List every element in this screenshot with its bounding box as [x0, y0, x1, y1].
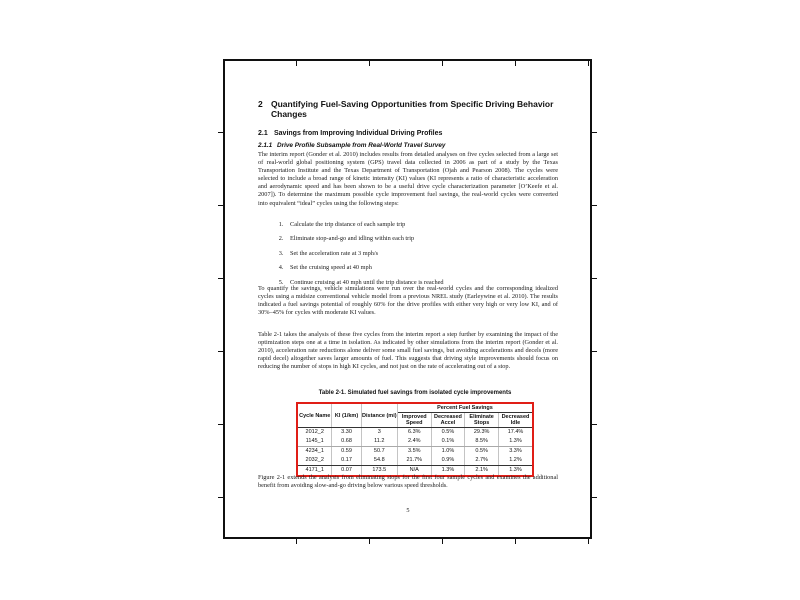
- paragraph: The interim report (Gonder et al. 2010) includes results from detailed analyses on five cycles selected from a large set of real-world global positioning system (GPS) travel data collected in 2006 as part of a study by the Texas Transportation Institute and the Texas Department of Transportation (Ojah and Pearson 2008). The cycles were selected to include a broad range of kinetic intensity (KI) values (KI represents a ratio of characteristic acceleration and aerodynamic speed and has been shown to be a useful drive cycle characterization parameter [O’Keefe et al. 2007]). To determine the maximum possible cycle improvement fuel savings, the real-world cycles were converted into equivalent “ideal” cycles using the following steps:: [258, 151, 558, 207]
- subsection-heading: [258, 130, 558, 138]
- section-title: Quantifying Fuel-Saving Opportunities from Specific Driving Behavior Changes: [271, 99, 554, 119]
- table-cell: 2032_2: [298, 456, 332, 466]
- section-number: 2: [258, 99, 263, 109]
- table-cell: 0.59: [332, 447, 361, 457]
- table-cell: 1.0%: [431, 447, 465, 457]
- table-cell: 0.5%: [465, 447, 499, 457]
- tick-left: [218, 278, 223, 279]
- tick-top: [296, 61, 297, 66]
- table-cell: 6.3%: [397, 428, 431, 438]
- table-row: [298, 456, 532, 466]
- table-cell: 1.2%: [498, 456, 532, 466]
- table-body: [298, 428, 532, 476]
- fuel-savings-table: [298, 404, 532, 475]
- col-header-decreased-accel: Decreased Accel: [431, 413, 465, 428]
- tick-left: [218, 497, 223, 498]
- section-heading: [258, 100, 558, 119]
- tick-bottom: [588, 539, 589, 544]
- table-cell: 0.07: [332, 466, 361, 476]
- tick-right: [592, 132, 597, 133]
- idealization-steps-list: [258, 221, 565, 293]
- tick-bottom: [515, 539, 516, 544]
- table-row: [298, 428, 532, 438]
- tick-right: [592, 278, 597, 279]
- list-item: 2. Eliminate stop-and-go and idling within each trip: [285, 235, 565, 243]
- tick-top: [442, 61, 443, 66]
- page-number: 5: [406, 507, 410, 514]
- table-cell: 1145_1: [298, 437, 332, 447]
- table-row: [298, 447, 532, 457]
- paragraph: To quantify the savings, vehicle simulations were run over the real-world cycles and the corresponding idealized cycles using a midsize conventional vehicle model from a previous NREL study (Earleywine et al. 2010). The results indicated a fuel savings potential of roughly 60% for the drive profiles with either very high or very low KI, and of 30%–45% for cycles with moderate KI values.: [258, 285, 558, 317]
- table-cell: 1.3%: [431, 466, 465, 476]
- table-cell: 1.3%: [509, 467, 522, 473]
- table-cell: 0.5%: [431, 428, 465, 438]
- col-header-ki: KI (1/km): [332, 404, 361, 428]
- table-cell: 173.5: [361, 466, 397, 476]
- col-header-cycle-name: Cycle Name: [298, 404, 332, 428]
- table-cell: 1.3%: [498, 437, 532, 447]
- tick-top: [588, 61, 589, 66]
- tick-right: [592, 205, 597, 206]
- tick-bottom: [442, 539, 443, 544]
- table-cell: 54.8: [361, 456, 397, 466]
- table-cell: 2.1%: [465, 466, 499, 476]
- col-group-percent-fuel-savings: Percent Fuel Savings: [397, 404, 532, 413]
- table-cell: 21.7%: [397, 456, 431, 466]
- table-cell: 2.4%: [397, 437, 431, 447]
- table-cell: 0.9%: [431, 456, 465, 466]
- document-page: [258, 61, 558, 537]
- tick-right: [592, 424, 597, 425]
- table-cell: 0.68: [332, 437, 361, 447]
- tick-left: [218, 351, 223, 352]
- table-cell: 3.30: [332, 428, 361, 438]
- list-item: 3. Set the acceleration rate at 3 mph/s: [285, 250, 565, 258]
- subsection-number: 2.1: [258, 130, 268, 137]
- table-highlight-box: [296, 402, 534, 477]
- subsubsection-heading: [258, 142, 558, 150]
- list-item: 5. Continue cruising at 40 mph until the trip distance is reached: [285, 279, 565, 287]
- table-cell: 17.4%: [507, 429, 524, 435]
- col-header-distance: Distance (mi): [361, 404, 397, 428]
- tick-bottom: [369, 539, 370, 544]
- paragraph: Table 2-1 takes the analysis of these five cycles from the interim report a step further by examining the impact of the optimization steps one at a time in isolation. As indicated by other simulations from the interim report (Gonder et al. 2010), acceleration rate reductions alone deliver some small fuel savings, but avoiding accelerations and decels (more rapid decel) altogether saves larger amounts of fuel. This suggests that driving style improvements should focus on reducing the number of stops in high KI cycles, and not just on the rate of accelerating out of a stop.: [258, 331, 558, 371]
- col-header-decreased-idle: Decreased Idle: [498, 413, 532, 428]
- table-cell: 3.3%: [509, 448, 522, 454]
- table-cell: 4234_1: [298, 447, 332, 457]
- table-cell: 3: [361, 428, 397, 438]
- paragraph: Figure 2-1 extends the analysis from eliminating stops for the first four sample cycles and examines the additional benefit from avoiding slow-and-go driving below various speed thresholds.: [258, 474, 558, 490]
- tick-left: [218, 205, 223, 206]
- table-cell: 8.5%: [465, 437, 499, 447]
- table-cell: 29.3%: [465, 428, 499, 438]
- table-cell: 11.2: [361, 437, 397, 447]
- table-row: [298, 437, 532, 447]
- tick-top: [369, 61, 370, 66]
- table-cell: 4171_1: [298, 466, 332, 476]
- table-cell: 0.1%: [431, 437, 465, 447]
- subsubsection-title: Drive Profile Subsample from Real-World Travel Survey: [277, 142, 446, 149]
- table-cell: 2012_2: [298, 428, 332, 438]
- tick-bottom: [296, 539, 297, 544]
- tick-left: [218, 424, 223, 425]
- tick-left: [218, 132, 223, 133]
- col-header-improved-speed: Improved Speed: [397, 413, 431, 428]
- list-item: 4. Set the cruising speed at 40 mph: [285, 264, 565, 272]
- list-item: 1. Calculate the trip distance of each sample trip: [285, 221, 565, 229]
- tick-right: [592, 497, 597, 498]
- subsubsection-number: 2.1.1: [258, 142, 273, 149]
- table-caption: Table 2-1. Simulated fuel savings from isolated cycle improvements: [318, 390, 512, 396]
- table-cell: N/A: [397, 466, 431, 476]
- table-cell: 0.17: [332, 456, 361, 466]
- subsection-title: Savings from Improving Individual Driving Profiles: [274, 130, 443, 137]
- tick-right: [592, 351, 597, 352]
- table-cell: 2.7%: [465, 456, 499, 466]
- col-header-eliminate-stops: Eliminate Stops: [465, 413, 499, 428]
- table-cell: 50.7: [361, 447, 397, 457]
- table-cell: 3.5%: [397, 447, 431, 457]
- page-frame: [223, 59, 592, 539]
- tick-top: [515, 61, 516, 66]
